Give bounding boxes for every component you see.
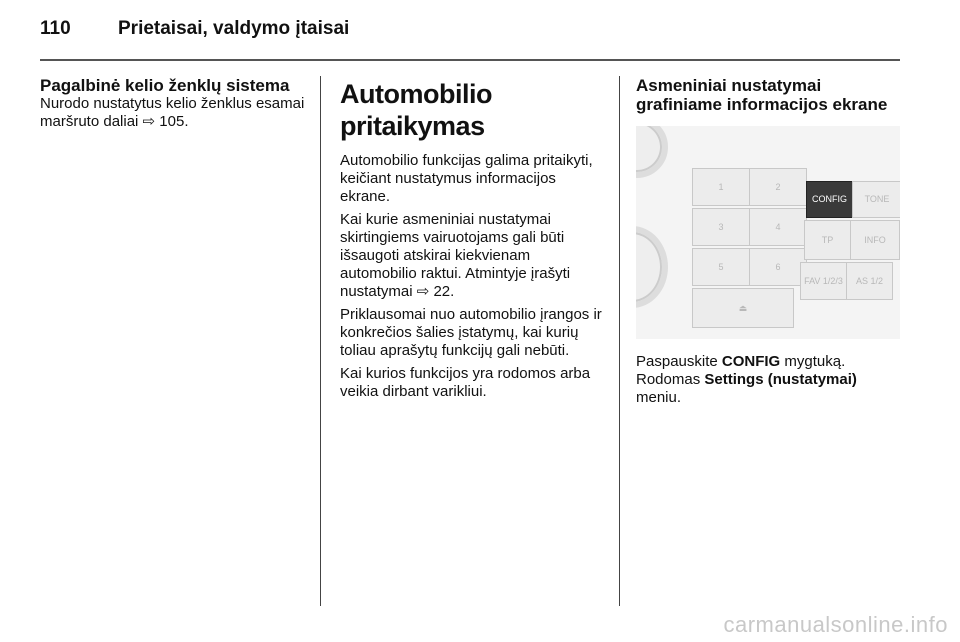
page-ref[interactable]: 22. xyxy=(433,283,455,300)
section-heading: Automobilio pritaikymas xyxy=(340,79,492,141)
column-divider xyxy=(619,76,620,606)
photo-button-tone: TONE xyxy=(852,181,900,218)
section-heading: Asmeniniai nustatymai grafiniame informacijos ekrane xyxy=(636,76,888,114)
body-text: Rodomas xyxy=(636,371,701,388)
photo-button-as: AS 1/2 xyxy=(846,262,893,300)
photo-button-config: CONFIG xyxy=(806,181,853,218)
photo-button-1: 1 xyxy=(692,168,750,206)
knob-icon xyxy=(636,126,668,178)
paragraph: Kai kurios funkcijos yra rodomos arba veikia dirbant varikliui. xyxy=(340,365,591,400)
column-1 xyxy=(40,76,315,136)
header-rule xyxy=(40,59,900,61)
photo-button-2: 2 xyxy=(749,168,807,206)
photo-button-info: INFO xyxy=(850,220,900,260)
page-title: Prietaisai, valdymo įtaisai xyxy=(118,18,350,39)
knob-icon xyxy=(636,226,668,308)
paragraph: Kai kurie asmeniniai nustatymai skirtingiems vairuotojams gali būti išsaugoti atskirai kiekvienam automobilio raktui. Atmintyje įrašyti nustatymai xyxy=(340,211,571,300)
settings-label: Settings (nustatymai) xyxy=(704,371,857,388)
paragraph: Priklausomai nuo automobilio įrangos ir konkrečios šalies įstatymų, kai kurių toliau aprašytų funkcijų gali nebūti. xyxy=(340,306,602,359)
control-panel-photo xyxy=(636,126,900,339)
body-text: Nurodo nustatytus kelio ženklus esamai maršruto daliai xyxy=(40,95,305,130)
body-text: meniu. xyxy=(636,389,682,406)
column-3 xyxy=(636,76,906,407)
body-text: mygtuką. xyxy=(784,353,846,370)
section-heading: Pagalbinė kelio ženklų sistema xyxy=(40,76,290,95)
photo-button-tp: TP xyxy=(804,220,851,260)
config-label: CONFIG xyxy=(721,353,781,370)
page-ref[interactable]: 105. xyxy=(159,113,189,130)
paragraph: Automobilio funkcijas galima pritaikyti, keičiant nustatymus informacijos ekrane. xyxy=(340,152,593,205)
photo-button-6: 6 xyxy=(749,248,807,286)
arrow-ref-icon: ⇨ xyxy=(416,283,430,300)
photo-button-fav: FAV 1/2/3 xyxy=(800,262,847,300)
photo-button-3: 3 xyxy=(692,208,750,246)
photo-button-5: 5 xyxy=(692,248,750,286)
column-divider xyxy=(320,76,321,606)
photo-button-4: 4 xyxy=(749,208,807,246)
page-number: 110 xyxy=(40,18,71,39)
column-2 xyxy=(340,78,610,406)
watermark: carmanualsonline.info xyxy=(723,612,948,637)
body-text: Paspauskite xyxy=(636,353,718,370)
photo-button-eject: ⏏ xyxy=(692,288,794,328)
arrow-ref-icon: ⇨ xyxy=(142,113,156,130)
